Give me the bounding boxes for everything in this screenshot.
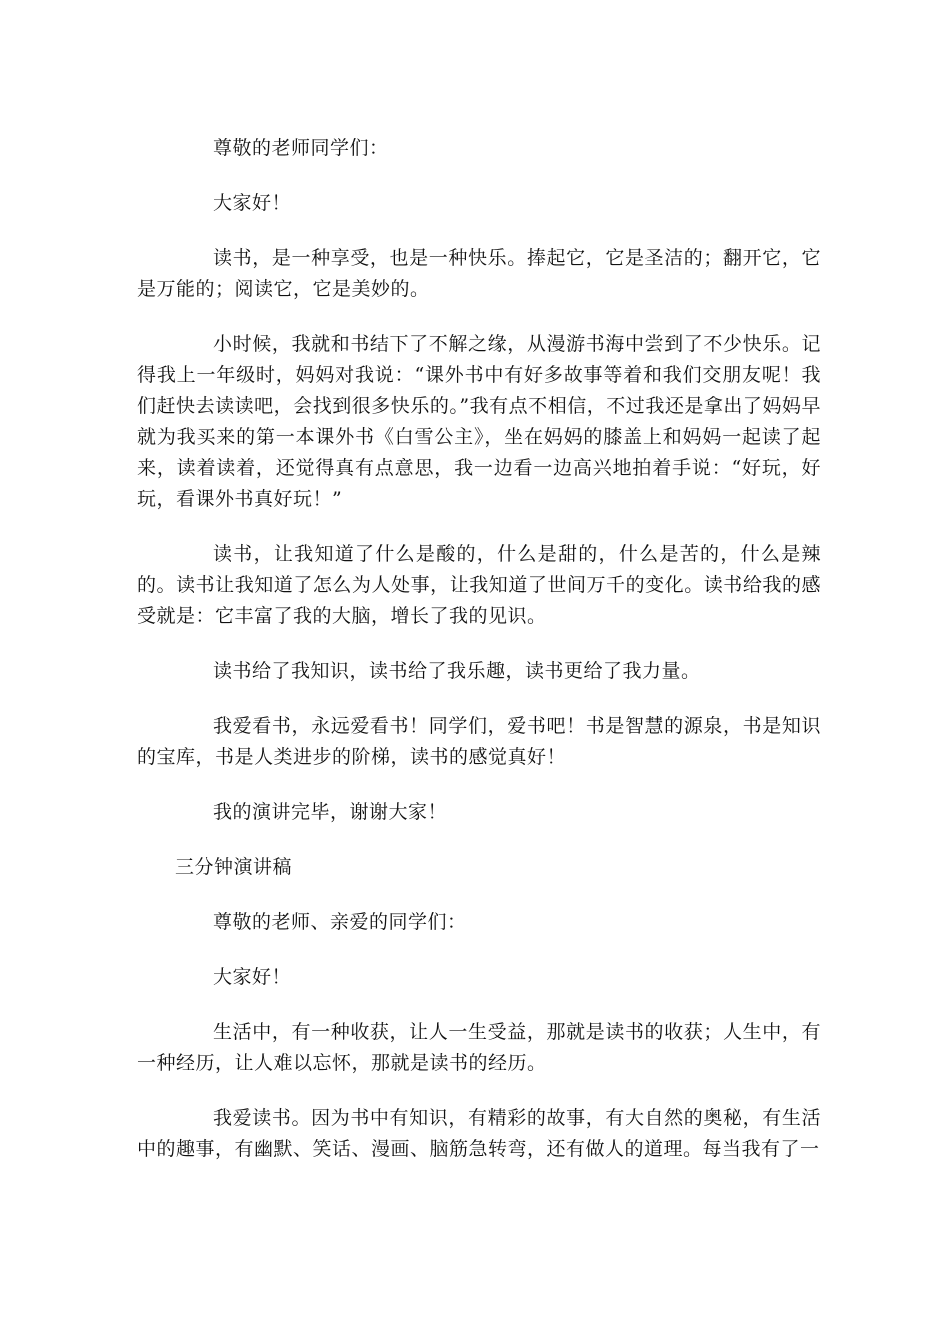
document-body: [137, 133, 821, 1189]
paragraph: 我爱读书。因为书中有知识，有精彩的故事，有大自然的奥秘，有生活中的趣事，有幽默、笑话、漫画、脑筋急转弯，还有做人的道理。每当我有了一: [137, 1107, 821, 1160]
section-title: 三分钟演讲稿: [175, 856, 293, 878]
closing: 我的演讲完毕，谢谢大家！: [213, 801, 448, 823]
greeting: 大家好！: [213, 192, 292, 214]
paragraph: 读书给了我知识，读书给了我乐趣，读书更给了我力量。: [213, 660, 701, 682]
salutation: 尊敬的老师同学们：: [213, 137, 389, 159]
paragraph: 读书，是一种享受，也是一种快乐。捧起它，它是圣洁的；翻开它，它是万能的；阅读它，它是美妙的。: [137, 247, 821, 300]
paragraph: 生活中，有一种收获，让人一生受益，那就是读书的收获；人生中，有一种经历，让人难以忘怀，那就是读书的经历。: [137, 1021, 821, 1074]
paragraph: 我爱看书，永远爱看书！同学们，爱书吧！书是智慧的源泉，书是知识的宝库，书是人类进步的阶梯，读书的感觉真好！: [137, 715, 821, 768]
paragraph: 读书，让我知道了什么是酸的，什么是甜的，什么是苦的，什么是辣的。读书让我知道了怎么为人处事，让我知道了世间万千的变化。读书给我的感受就是：它丰富了我的大脑，增长了我的见识。: [137, 543, 821, 627]
greeting: 大家好！: [213, 966, 292, 988]
paragraph: 小时候，我就和书结下了不解之缘，从漫游书海中尝到了不少快乐。记得我上一年级时，妈妈对我说：“课外书中有好多故事等着和我们交朋友呢！我们赶快去读读吧，会找到很多快乐的。”我有点不相信，不过我还是拿出了妈妈早就为我买来的第一本课外书《白雪公主》，坐在妈妈的膝盖上和妈妈一起读了起来，读着读着，还觉得真有点意思，我一边看一边高兴地拍着手说：“好玩，好玩，看课外书真好玩！”: [137, 333, 821, 510]
salutation: 尊敬的老师、亲爱的同学们：: [213, 911, 467, 933]
